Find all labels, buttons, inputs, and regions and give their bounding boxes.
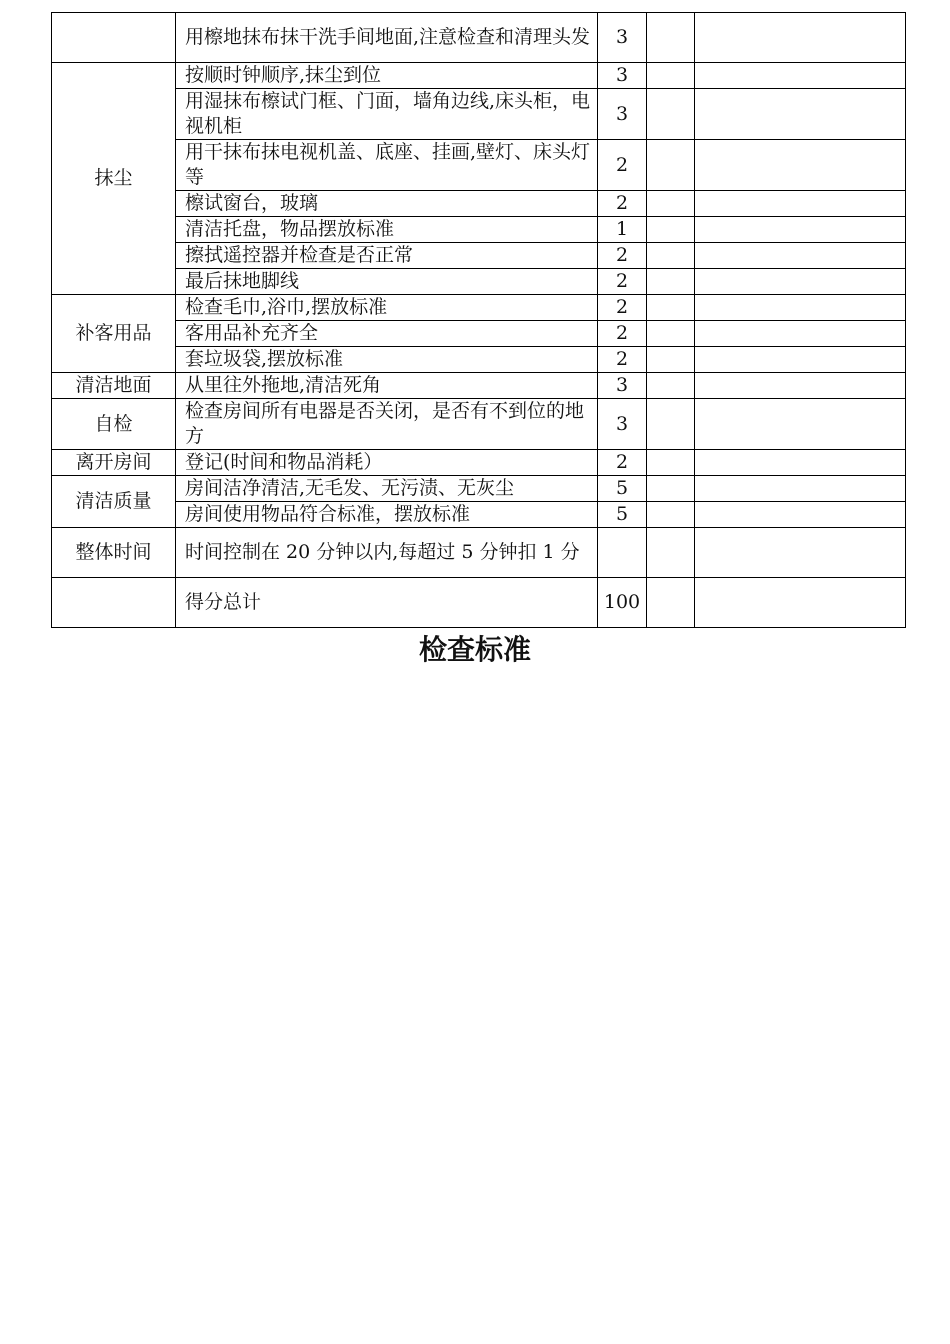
blank-cell — [647, 321, 695, 347]
score-cell: 2 — [598, 450, 647, 476]
table-row — [52, 373, 906, 399]
blank-cell — [695, 295, 906, 321]
item-cell: 檫试窗台，玻璃 — [176, 191, 598, 217]
blank-cell — [647, 399, 695, 450]
item-cell: 检查房间所有电器是否关闭，是否有不到位的地方 — [176, 399, 598, 450]
blank-cell — [695, 450, 906, 476]
blank-cell — [647, 140, 695, 191]
item-cell: 时间控制在 20 分钟以内,每超过 5 分钟扣 1 分 — [176, 528, 598, 578]
table-row — [52, 399, 906, 450]
score-cell: 3 — [598, 373, 647, 399]
score-cell: 3 — [598, 13, 647, 63]
item-cell: 房间使用物品符合标准，摆放标准 — [176, 502, 598, 528]
table-row — [52, 347, 906, 373]
category-cell: 离开房间 — [52, 450, 176, 476]
score-cell: 100 — [598, 578, 647, 628]
blank-cell — [647, 528, 695, 578]
blank-cell — [695, 476, 906, 502]
score-cell: 3 — [598, 399, 647, 450]
table-row — [52, 476, 906, 502]
score-cell: 5 — [598, 502, 647, 528]
item-cell: 检查毛巾,浴巾,摆放标准 — [176, 295, 598, 321]
category-cell — [52, 13, 176, 63]
item-cell: 清洁托盘，物品摆放标准 — [176, 217, 598, 243]
blank-cell — [695, 578, 906, 628]
score-cell: 2 — [598, 269, 647, 295]
score-cell: 2 — [598, 321, 647, 347]
inspection-table — [51, 12, 906, 628]
item-cell: 从里往外拖地,清洁死角 — [176, 373, 598, 399]
blank-cell — [647, 89, 695, 140]
table-row — [52, 63, 906, 89]
score-cell: 1 — [598, 217, 647, 243]
category-cell: 抹尘 — [52, 63, 176, 295]
blank-cell — [647, 13, 695, 63]
blank-cell — [647, 502, 695, 528]
table-row — [52, 191, 906, 217]
table-row — [52, 89, 906, 140]
score-cell: 3 — [598, 63, 647, 89]
score-cell — [598, 528, 647, 578]
blank-cell — [647, 295, 695, 321]
blank-cell — [695, 399, 906, 450]
score-cell: 2 — [598, 140, 647, 191]
section-title: 检查标准 — [418, 633, 531, 666]
item-cell: 最后抹地脚线 — [176, 269, 598, 295]
blank-cell — [695, 269, 906, 295]
blank-cell — [647, 450, 695, 476]
table-row — [52, 243, 906, 269]
item-cell: 客用品补充齐全 — [176, 321, 598, 347]
category-cell: 整体时间 — [52, 528, 176, 578]
blank-cell — [695, 243, 906, 269]
item-cell: 按顺时钟顺序,抹尘到位 — [176, 63, 598, 89]
category-cell: 清洁地面 — [52, 373, 176, 399]
table-row — [52, 217, 906, 243]
blank-cell — [647, 217, 695, 243]
blank-cell — [695, 321, 906, 347]
blank-cell — [647, 373, 695, 399]
category-cell: 补客用品 — [52, 295, 176, 373]
score-cell: 2 — [598, 191, 647, 217]
blank-cell — [695, 13, 906, 63]
table-row — [52, 13, 906, 63]
item-cell: 得分总计 — [176, 578, 598, 628]
blank-cell — [695, 140, 906, 191]
table-row — [52, 450, 906, 476]
blank-cell — [647, 269, 695, 295]
blank-cell — [647, 63, 695, 89]
blank-cell — [695, 217, 906, 243]
blank-cell — [647, 578, 695, 628]
table-row — [52, 295, 906, 321]
score-cell: 3 — [598, 89, 647, 140]
blank-cell — [695, 191, 906, 217]
score-cell: 2 — [598, 295, 647, 321]
item-cell: 套垃圾袋,摆放标准 — [176, 347, 598, 373]
blank-cell — [695, 347, 906, 373]
table-row — [52, 140, 906, 191]
item-cell: 用檫地抹布抹干洗手间地面,注意检查和清理头发 — [176, 13, 598, 63]
item-cell: 擦拭遥控器并检查是否正常 — [176, 243, 598, 269]
table-row — [52, 321, 906, 347]
blank-cell — [647, 191, 695, 217]
blank-cell — [647, 347, 695, 373]
category-cell: 自检 — [52, 399, 176, 450]
category-cell — [52, 578, 176, 628]
item-cell: 房间洁净清洁,无毛发、无污渍、无灰尘 — [176, 476, 598, 502]
table-row — [52, 578, 906, 628]
table-row — [52, 528, 906, 578]
blank-cell — [695, 63, 906, 89]
blank-cell — [647, 243, 695, 269]
blank-cell — [695, 502, 906, 528]
item-cell: 用湿抹布檫试门框、门面，墙角边线,床头柜，电视机柜 — [176, 89, 598, 140]
item-cell: 用干抹布抹电视机盖、底座、挂画,壁灯、床头灯等 — [176, 140, 598, 191]
item-cell: 登记(时间和物品消耗） — [176, 450, 598, 476]
blank-cell — [695, 89, 906, 140]
category-cell: 清洁质量 — [52, 476, 176, 528]
table-row — [52, 269, 906, 295]
score-cell: 2 — [598, 347, 647, 373]
table-row — [52, 502, 906, 528]
blank-cell — [695, 528, 906, 578]
blank-cell — [695, 373, 906, 399]
score-cell: 5 — [598, 476, 647, 502]
blank-cell — [647, 476, 695, 502]
score-cell: 2 — [598, 243, 647, 269]
